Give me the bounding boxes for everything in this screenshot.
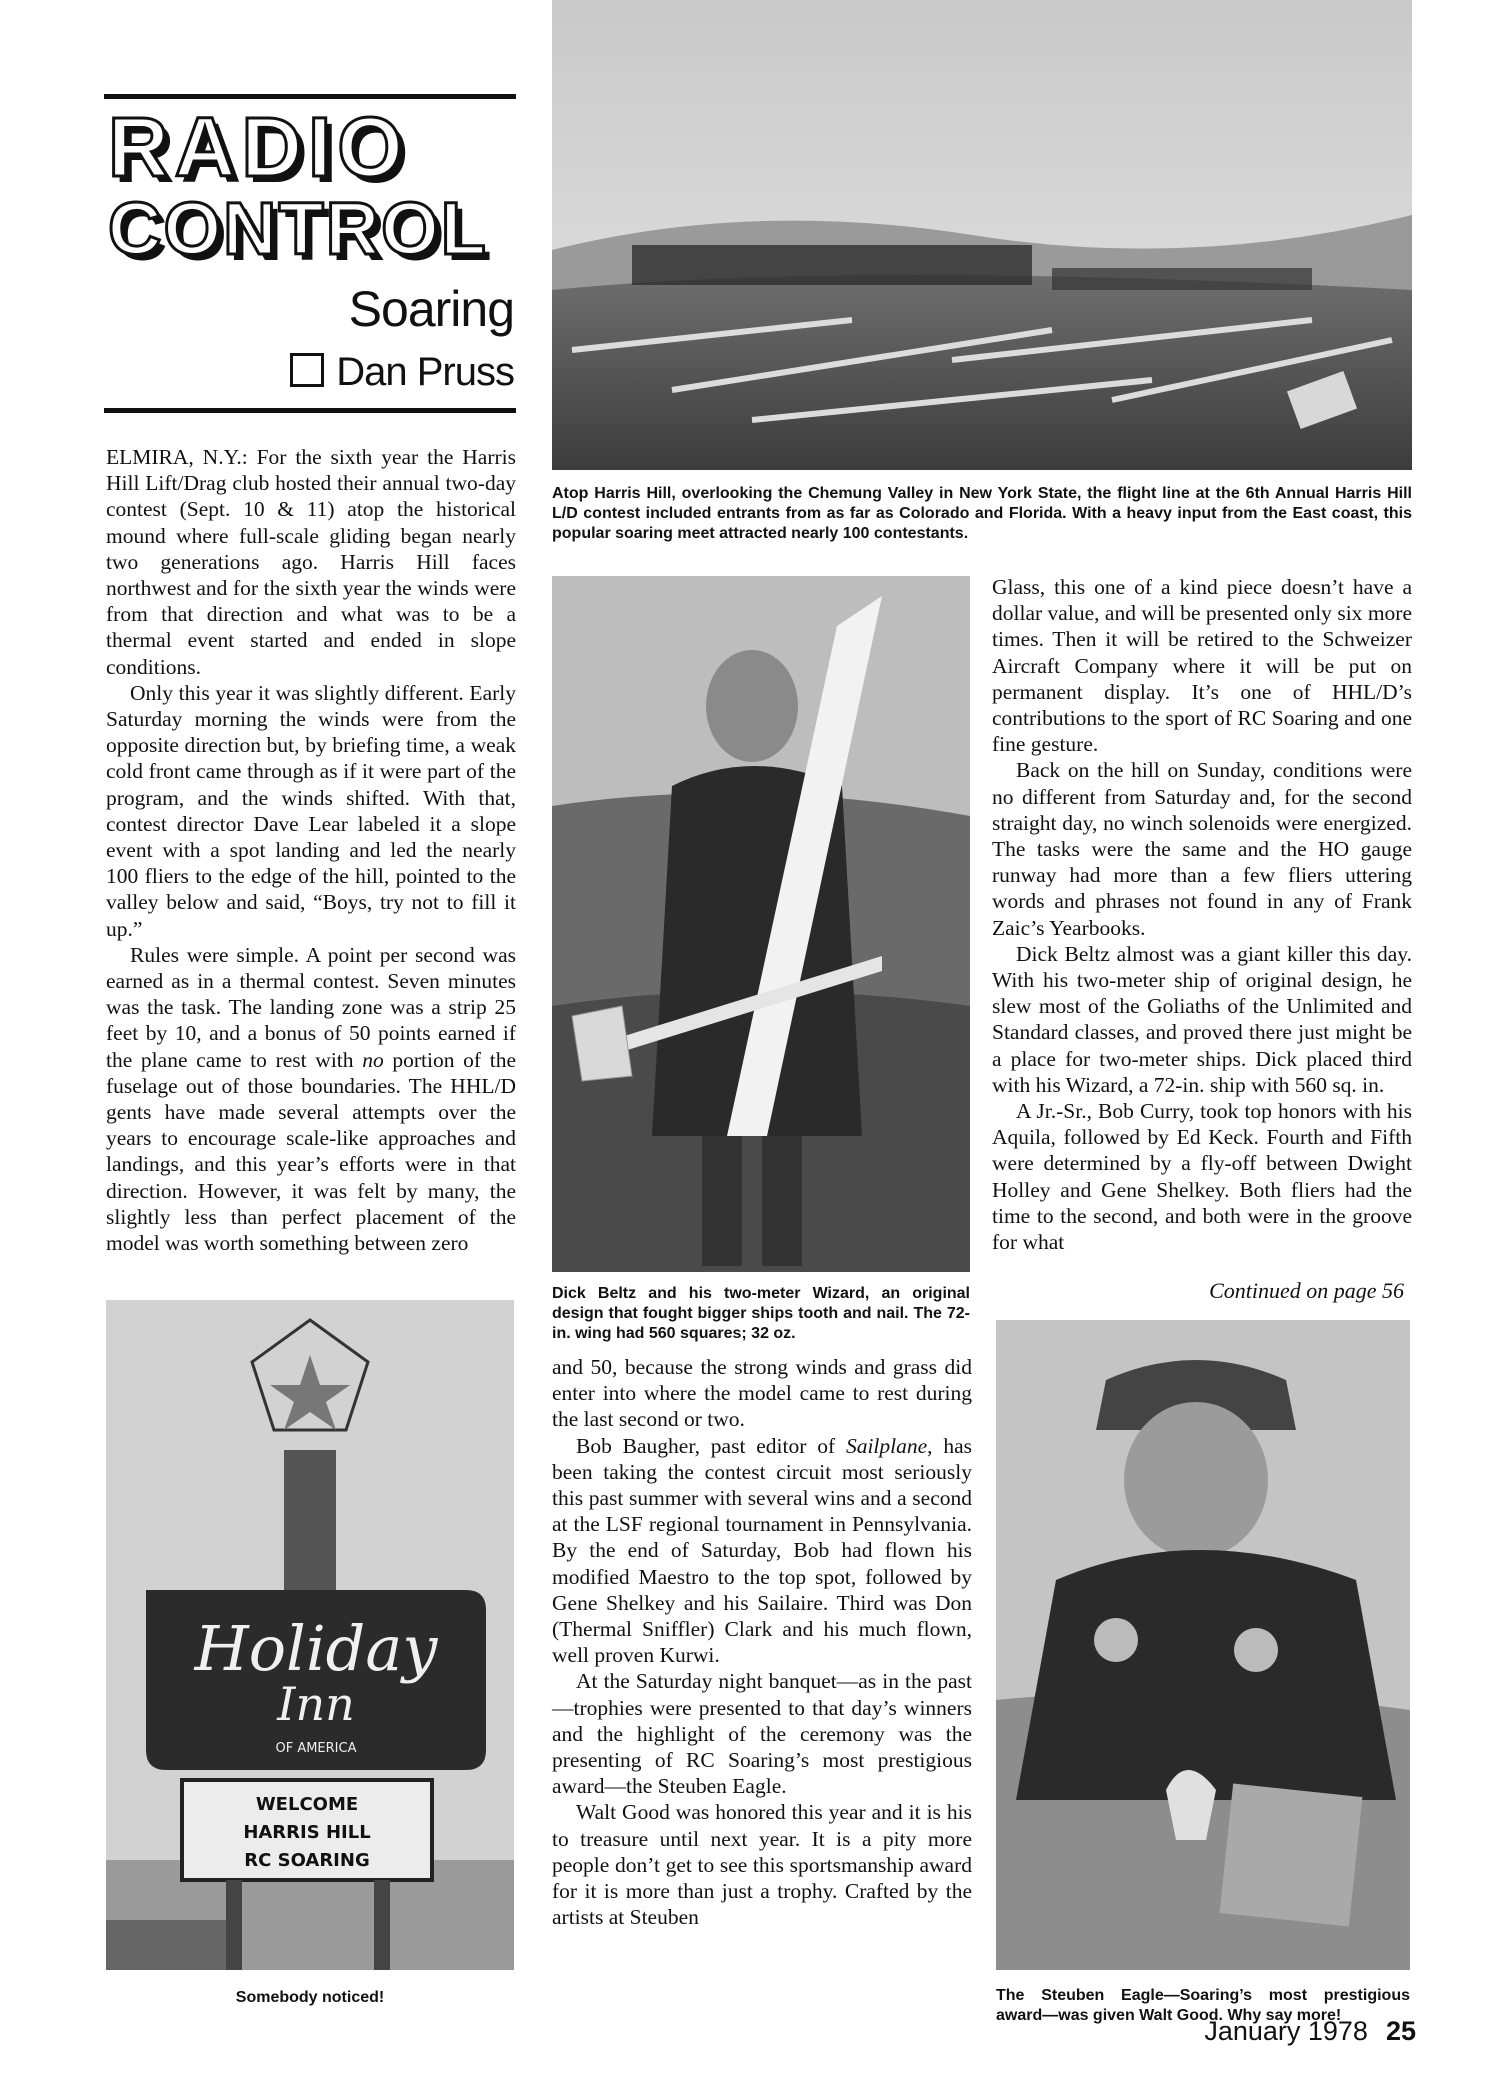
col1-p3-emphasis: no [362,1047,384,1072]
article-column-1 [106,444,516,1256]
caption-harris-hill: Atop Harris Hill, overlooking the Chemung Valley in New York State, the flight line at the 6th Annual Harris Hill L/D contest included entrants from as far as Colorado and Florida. With a heavy input from the East coast, this popular soaring meet attracted nearly 100 contestants. [552,485,1412,542]
col2-p2-part-b: has been taking the contest circuit most seriously this past summer with several wins and a second at the LSF regional tournament in Pennsylvania. By the end of Saturday, Bob had flown his modified Maestro to the top spot, followed by Gene Shelkey and his Sailaire. Third was Don (Thermal Sniffler) Clark and his much flown, well proven Kurwi. [552,1433,973,1668]
masthead-line2: CONTROL [108,187,488,270]
col2-paragraph-2 [552,1433,972,1669]
sign-brand-line2: Inn [277,1677,355,1731]
sign-marquee-line2: HARRIS HILL [243,1822,371,1843]
col3-paragraph-1: Glass, this one of a kind piece doesn’t have a dollar value, and will be presented only six more times. Then it will be retired to the Schweizer Aircraft Company where it will be put on permanent display. It’s one of HHL/D’s contributions to the sport of RC Soaring and one fine gesture. [992,575,1412,757]
photo-harris-hill-art [552,0,1412,470]
col2-p2-emphasis: Sailplane, [845,1433,933,1458]
photo-harris-hill [552,0,1412,470]
photo-holiday-inn-sign [106,1300,514,1970]
col2-paragraph-4: Walt Good was honored this year and it is his to treasure until next year. It is a pity more people don’t get to see this sportsmanship award for it is more than just a trophy. Crafted by the artists at Steuben [552,1800,972,1930]
photo-holiday-inn-sign-art [106,1300,514,1970]
caption-dick-beltz: Dick Beltz and his two-meter Wizard, an original design that fought bigger ships tooth and nail. The 72-in. wing had 560 squares; 32 oz. [552,1285,970,1342]
col3-paragraph-3: Dick Beltz almost was a giant killer this day. With his two-meter ship of original design, he slew most of the Goliaths of the Unlimited and Standard classes, and proved there just might be a place for two-meter ships. Dick placed third with his Wizard, a 72-in. ship with 560 sq. in. [992,941,1412,1097]
sign-sub-text: OF AMERICA [275,1741,357,1756]
byline [108,350,514,395]
masthead-top-rule [104,94,516,99]
col2-p2-part-a: Bob Baugher, past editor of [576,1433,836,1458]
byline-name: Dan Pruss [336,350,514,394]
col3-paragraph-2: Back on the hill on Sunday, conditions were no different from Saturday and, for the second straight day, no winch solenoids were energized. The tasks were the same and the HO gauge runway had more than a few fliers uttering words and phrases not found in any of Frank Zaic’s Yearbooks. [992,758,1412,940]
col3-paragraph-4: A Jr.-Sr., Bob Curry, took top honors with his Aquila, followed by Ed Keck. Fourth and Fifth were determined by a fly-off between Dwight Holley and Gene Shelkey. Both fliers had the time to the second, and both were in the groove for what [992,1099,1412,1255]
sign-brand-line1: Holiday [194,1612,438,1685]
col2-paragraph-1: and 50, because the strong winds and grass did enter into where the model came to rest during the last second or two. [552,1355,972,1432]
footer-date: January 1978 [1204,2016,1368,2046]
col1-paragraph-3 [106,942,516,1256]
col1-p3-part-a: Rules were simple. A point per second was earned as in a thermal contest. Seven minutes was the task. The landing zone was a strip 25 feet by 10, and a bonus of 50 points earned if the plane came to rest with [106,942,516,1072]
page-number: 25 [1385,2016,1416,2046]
sign-marquee-line1: WELCOME [255,1794,359,1815]
caption-holiday-inn: Somebody noticed! [235,1989,385,2006]
section-title: Soaring [348,281,514,337]
byline-box [290,353,324,387]
col1-paragraph-1: ELMIRA, N.Y.: For the sixth year the Harris Hill Lift/Drag club hosted their annual two-day contest (Sept. 10 & 11) atop the historical mound where full-scale gliding began nearly two generations ago. Harris Hill faces northwest and for the sixth year the winds were from that direction and what was to be a thermal event started and ended in slope conditions. [106,445,516,679]
masthead-logo [108,100,518,270]
photo-steuben-eagle-art [996,1320,1410,1970]
masthead-line1: RADIO [108,100,409,194]
photo-steuben-eagle [996,1320,1410,1970]
photo-dick-beltz [552,576,970,1272]
photo-dick-beltz-art [552,576,970,1272]
masthead-bottom-rule [104,408,516,413]
article-column-3 [992,574,1412,1255]
article-column-2 [552,1354,972,1930]
col1-paragraph-2: Only this year it was slightly different. Early Saturday morning the winds were from the opposite direction but, by briefing time, a weak cold front came through as if it were part of the program, and the winds shifted. With that, contest director Dave Lear labeled it a slope event with a spot landing and led the nearly 100 fliers to the edge of the hill, pointed to the valley below and said, “Boys, try not to fill it up.” [106,680,516,941]
col1-p3-part-b: portion of the fuselage out of those boundaries. The HHL/D gents have made several attempts over the years to encourage scale-like approaches and landings, and this year’s efforts were in that direction. However, it was felt by many, the slightly less than perfect placement of the model was worth something between zero [106,1047,516,1256]
continued-line: Continued on page 56 [1209,1278,1404,1303]
page-footer [1204,2016,1416,2047]
sign-marquee-line3: RC SOARING [244,1850,370,1871]
caption-steuben-eagle: The Steuben Eagle—Soaring’s most prestigious award—was given Walt Good. Why say more! [996,1987,1410,2024]
col2-paragraph-3: At the Saturday night banquet—as in the past—trophies were presented to that day’s winners and the highlight of the ceremony was the presenting of RC Soaring’s most prestigious award—the Steuben Eagle. [552,1669,972,1799]
